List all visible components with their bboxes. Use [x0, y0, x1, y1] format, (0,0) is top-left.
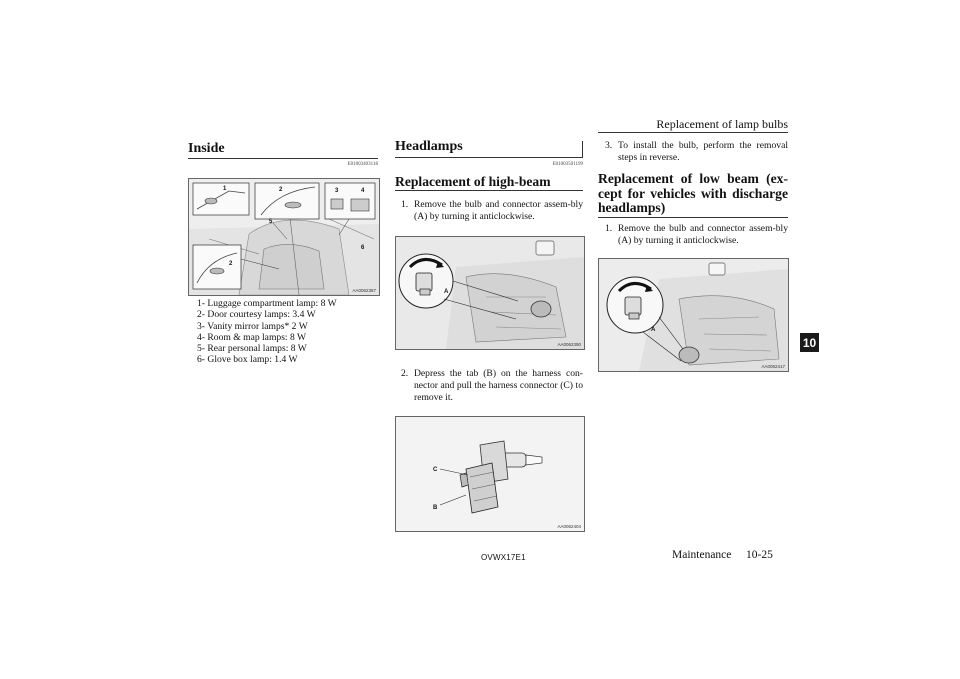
- callout-2-top: 2: [279, 187, 283, 193]
- high-beam-step-1: [401, 199, 583, 223]
- headlamps-title-rule: [395, 157, 583, 158]
- callout-1: 1: [223, 186, 227, 192]
- high-beam-title-rule: [395, 190, 583, 191]
- low-beam-title-line-2: cept for vehicles with discharge: [598, 185, 788, 201]
- label-b: B: [433, 505, 438, 511]
- list-item: 2- Door courtesy lamps: 3.4 W: [197, 309, 316, 321]
- inside-code: E01003403118: [347, 162, 378, 167]
- step-number: 1.: [401, 199, 409, 210]
- high-beam-figure-code: AA0062390: [557, 342, 581, 347]
- high-beam-step-3: [605, 140, 788, 164]
- headlamps-title: Headlamps: [395, 139, 463, 154]
- low-beam-title-line-3: headlamps): [598, 200, 666, 215]
- low-beam-bulb-figure: [598, 258, 789, 372]
- list-item: 3- Vanity mirror lamps* 2 W: [197, 320, 308, 332]
- chapter-tab: 10: [800, 333, 819, 352]
- running-head: Replacement of lamp bulbs: [656, 117, 788, 131]
- step-text: Remove the bulb and connector assem-bly (A) by turning it anticlockwise.: [414, 199, 583, 222]
- step-text: Depress the tab (B) on the harness con-nector and pull the harness connector (C) to remove it.: [414, 368, 583, 403]
- harness-connector-illustration: [396, 417, 584, 531]
- step-text: To install the bulb, perform the removal steps in reverse.: [618, 140, 788, 163]
- footer-page-number: 10-25: [746, 549, 773, 561]
- callout-6: 6: [361, 245, 365, 251]
- harness-connector-figure-code: AA0062404: [557, 524, 581, 529]
- step-number: 1.: [605, 223, 613, 234]
- inside-figure-code: AA0062387: [352, 288, 376, 293]
- list-item: 6- Glove box lamp: 1.4 W: [197, 354, 298, 366]
- label-c: C: [433, 467, 438, 473]
- headlamps-code: E01003501199: [552, 162, 583, 167]
- low-beam-title-line-1: Replacement of low beam (ex-: [598, 171, 788, 186]
- high-beam-bulb-figure: [395, 236, 585, 350]
- harness-connector-figure: [395, 416, 585, 532]
- low-beam-title: [598, 172, 788, 216]
- inside-title: Inside: [188, 141, 225, 156]
- footer-doc-code: OVWX17E1: [481, 553, 526, 562]
- headlamps-title-rule-vertical: [582, 141, 583, 157]
- high-beam-title: Replacement of high-beam: [395, 174, 551, 189]
- callout-4: 4: [361, 188, 365, 194]
- list-item: 1- Luggage compartment lamp: 8 W: [197, 298, 337, 309]
- low-beam-step-1: [605, 223, 788, 247]
- label-a-low-beam: A: [651, 327, 656, 333]
- low-beam-title-rule: [598, 217, 788, 218]
- list-item: 4- Room & map lamps: 8 W: [197, 331, 307, 343]
- interior-lamps-illustration: [189, 179, 379, 295]
- running-head-rule: [598, 132, 788, 133]
- high-beam-bulb-illustration: [396, 237, 584, 349]
- label-a-high-beam: A: [444, 289, 449, 295]
- footer-section: Maintenance: [672, 549, 732, 561]
- list-item: 5- Rear personal lamps: 8 W: [197, 343, 307, 355]
- low-beam-figure-code: AA0062417: [761, 364, 785, 369]
- callout-5: 5: [269, 219, 273, 225]
- step-number: 2.: [401, 368, 409, 379]
- step-text: Remove the bulb and connector assem-bly (A) by turning it anticlockwise.: [618, 223, 788, 246]
- callout-2-bottom: 2: [229, 261, 233, 267]
- interior-lamps-figure: [188, 178, 380, 296]
- step-number: 3.: [605, 140, 613, 151]
- callout-3: 3: [335, 188, 339, 194]
- inside-title-rule: [188, 158, 378, 159]
- high-beam-step-2: [401, 368, 583, 403]
- low-beam-bulb-illustration: [599, 259, 788, 371]
- inside-lamp-list: [197, 298, 377, 366]
